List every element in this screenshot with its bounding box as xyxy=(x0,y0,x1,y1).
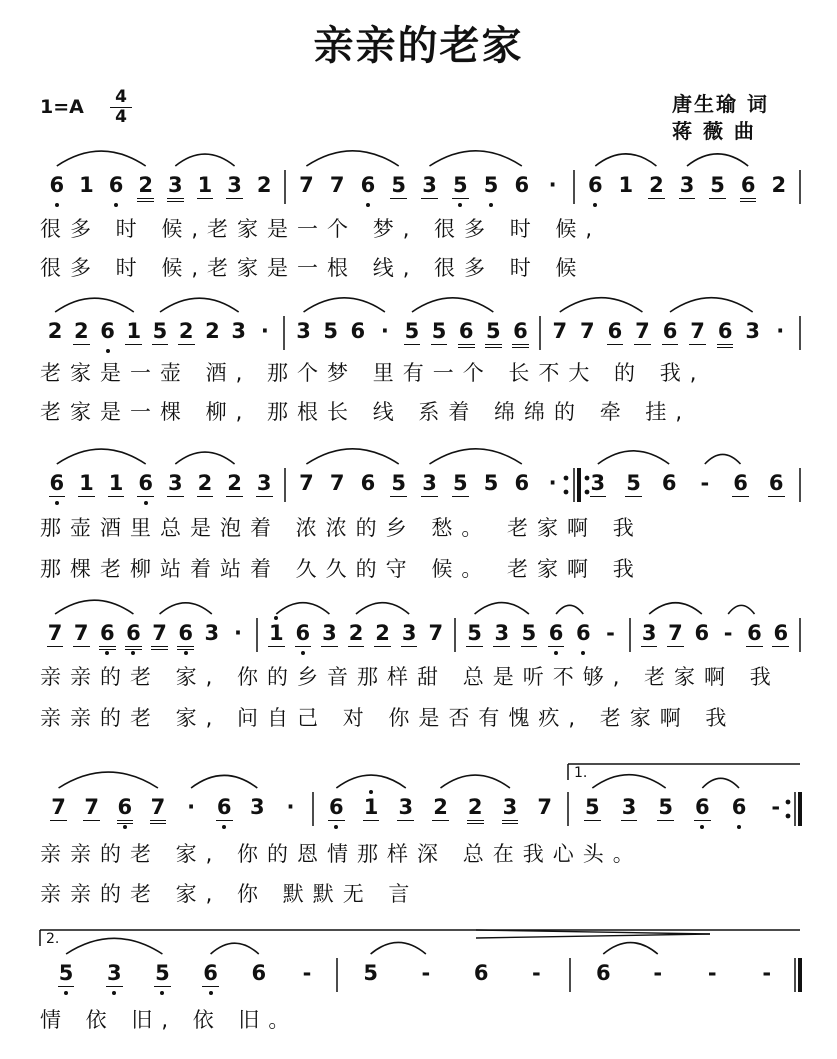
note-digit: 7 xyxy=(329,173,345,197)
slur xyxy=(687,154,748,166)
slur xyxy=(306,449,398,464)
note-digit: 5 xyxy=(152,319,168,343)
note-digit: 6 xyxy=(731,795,747,819)
lyric-line: 亲亲的老 家, 你的乡音那样甜 总是听不够, 老家啊 我 xyxy=(40,665,780,689)
note-digit: 6 xyxy=(360,471,376,495)
repeat-dot xyxy=(585,490,590,495)
slur xyxy=(356,603,409,614)
note-digit: · xyxy=(380,319,389,343)
slur xyxy=(175,154,234,166)
note-digit: 6 xyxy=(514,471,530,495)
slur xyxy=(191,775,257,788)
note-digit: 7 xyxy=(690,319,705,343)
note-digit: 6 xyxy=(99,620,116,650)
note-digit: 6 xyxy=(350,319,366,343)
note-digit: - xyxy=(723,621,733,645)
note-digit: - xyxy=(700,471,710,495)
note-digit: 6 xyxy=(747,621,762,645)
note-digit: 3 xyxy=(502,794,519,824)
lyric-line: 那壶酒里总是泡着 浓浓的乡 愁。 老家啊 我 xyxy=(40,516,643,540)
note-digit: 2 xyxy=(74,319,89,343)
note-digit: 7 xyxy=(73,621,89,645)
note-digit: 2 xyxy=(178,319,194,343)
hairpin xyxy=(476,934,710,938)
composer-credit: 蒋 薇 曲 xyxy=(672,119,756,143)
note-digit: 1 xyxy=(79,173,94,197)
note-digit: 6 xyxy=(216,795,232,819)
note-digit: - xyxy=(771,795,781,819)
note-digit: 6 xyxy=(125,620,142,650)
slur xyxy=(66,938,162,954)
note-digit: 3 xyxy=(621,795,637,819)
note-digit: 3 xyxy=(590,471,606,495)
note-digit: 2 xyxy=(348,621,364,645)
note-digit: 6 xyxy=(662,319,678,343)
slur xyxy=(55,600,133,614)
slur xyxy=(336,775,405,788)
lyric-line: 很多 时 候,老家是一根 线, 很多 时 候 xyxy=(40,256,586,280)
slur xyxy=(595,154,656,166)
slur xyxy=(371,942,426,954)
slur xyxy=(649,603,702,614)
note-digit: 2 xyxy=(467,794,484,824)
slur xyxy=(160,298,239,312)
note-digit: 6 xyxy=(587,173,603,197)
repeat-dot xyxy=(564,490,569,495)
slur xyxy=(603,943,658,954)
note-digit: 2 xyxy=(197,471,213,495)
note-digit: 7 xyxy=(635,319,650,343)
note-digit: 5 xyxy=(467,621,482,645)
note-digit: 5 xyxy=(626,471,641,495)
note-digit: 7 xyxy=(299,471,314,495)
note-digit: 6 xyxy=(607,319,623,343)
note-digit: 6 xyxy=(100,319,115,343)
note-digit: 6 xyxy=(329,795,344,819)
note-digit: 6 xyxy=(473,961,489,985)
note-digit: 5 xyxy=(521,621,537,645)
repeat-dot xyxy=(585,476,590,481)
note-digit: 5 xyxy=(431,319,447,343)
volta-label: 1. xyxy=(574,765,588,781)
note-digit: 1 xyxy=(108,471,124,495)
note-digit: 3 xyxy=(422,173,437,197)
note-digit: 6 xyxy=(575,621,591,645)
note-digit: 3 xyxy=(322,621,337,645)
slur xyxy=(475,603,529,614)
note-digit: 3 xyxy=(641,621,657,645)
note-digit: 6 xyxy=(695,795,710,819)
note-digit: 5 xyxy=(58,961,74,985)
note-digit: 5 xyxy=(363,961,378,985)
note-digit: 5 xyxy=(483,173,499,197)
note-digit: 3 xyxy=(256,471,272,495)
note-digit: 5 xyxy=(391,471,407,495)
slur xyxy=(304,298,385,312)
note-digit: · xyxy=(548,471,557,495)
note-digit: 6 xyxy=(733,471,748,495)
repeat-dot xyxy=(786,814,791,819)
note-digit: 6 xyxy=(251,961,267,985)
note-digit: - xyxy=(532,961,541,985)
slur xyxy=(160,603,212,614)
note-digit: 6 xyxy=(49,173,65,197)
note-digit: 7 xyxy=(428,621,444,645)
note-digit: 6 xyxy=(548,621,564,645)
note-digit: · xyxy=(187,795,196,819)
note-digit: 5 xyxy=(391,173,407,197)
lyric-line: 很多 时 候,老家是一个 梦, 很多 时 候, xyxy=(40,217,602,241)
lyric-line: 那棵老柳站着站着 久久的守 候。 老家啊 我 xyxy=(40,557,643,581)
note-digit: 5 xyxy=(452,471,468,495)
note-digit: 6 xyxy=(117,794,134,824)
note-digit: 2 xyxy=(137,172,154,202)
lyric-line: 老家是一棵 柳, 那根长 线 系着 绵绵的 牵 挂, xyxy=(40,400,692,424)
slur xyxy=(57,151,146,166)
note-digit: 2 xyxy=(205,319,220,343)
note-digit: 6 xyxy=(768,471,784,495)
note-digit: 7 xyxy=(552,319,568,343)
note-digit: 7 xyxy=(150,794,167,824)
note-digit: 5 xyxy=(452,173,468,197)
note-digit: · xyxy=(776,319,785,343)
slur xyxy=(276,603,329,614)
note-digit: - xyxy=(707,961,717,985)
note-digit: 2 xyxy=(433,795,448,819)
note-digit: 7 xyxy=(84,795,99,819)
slur xyxy=(306,151,398,166)
note-digit: 6 xyxy=(177,620,194,650)
note-digit: 6 xyxy=(295,621,311,645)
note-digit: 1 xyxy=(618,173,634,197)
note-digit: 1 xyxy=(126,319,142,343)
lyric-line: 亲亲的老 家, 你的恩情那样深 总在我心头。 xyxy=(40,842,643,866)
note-digit: 6 xyxy=(49,471,65,495)
note-digit: 6 xyxy=(773,621,789,645)
note-digit: 3 xyxy=(398,795,414,819)
note-digit: 1 xyxy=(363,795,379,819)
note-digit: 7 xyxy=(329,471,345,495)
time-sig-bottom: 4 xyxy=(110,107,132,127)
note-digit: 3 xyxy=(494,621,510,645)
slur xyxy=(441,775,510,788)
note-digit: · xyxy=(548,173,557,197)
note-digit: 5 xyxy=(323,319,338,343)
note-digit: - xyxy=(421,961,431,985)
note-digit: 3 xyxy=(745,319,761,343)
key-signature: 1=A xyxy=(40,96,84,118)
repeat-dot xyxy=(786,800,791,805)
slur xyxy=(598,451,669,464)
note-digit: 2 xyxy=(375,621,390,645)
note-digit: 6 xyxy=(661,471,677,495)
note-digit: 6 xyxy=(694,621,710,645)
note-digit: 1 xyxy=(268,621,284,645)
note-digit: 3 xyxy=(422,471,437,495)
note-digit: 6 xyxy=(458,318,475,348)
slur xyxy=(55,298,134,312)
lyric-line: 老家是一壶 酒, 那个梦 里有一个 长不大 的 我, xyxy=(40,361,706,385)
note-digit: · xyxy=(286,795,295,819)
note-digit: 3 xyxy=(250,795,265,819)
lyric-line: 情 依 旧, 依 旧。 xyxy=(40,1008,299,1032)
note-digit: 5 xyxy=(710,173,725,197)
slur xyxy=(430,151,522,166)
slur xyxy=(430,449,522,464)
note-digit: 6 xyxy=(595,961,611,985)
note-digit: 6 xyxy=(717,318,734,348)
note-digit: 7 xyxy=(537,795,552,819)
note-digit: 1 xyxy=(197,173,213,197)
note-digit: 6 xyxy=(360,173,376,197)
slur xyxy=(57,449,146,464)
slur xyxy=(556,605,583,614)
slur xyxy=(560,298,643,312)
note-digit: - xyxy=(606,621,615,645)
note-digit: 3 xyxy=(227,173,242,197)
note-digit: 5 xyxy=(658,795,673,819)
slur xyxy=(412,298,493,312)
lyric-line: 亲亲的老 家, 你 默默无 言 xyxy=(40,882,419,906)
slur xyxy=(670,298,753,312)
note-digit: 6 xyxy=(512,318,529,348)
note-digit: 3 xyxy=(167,172,184,202)
volta-label: 2. xyxy=(46,931,60,947)
slur xyxy=(59,772,158,788)
slur xyxy=(702,778,739,788)
note-digit: 6 xyxy=(203,961,218,985)
note-digit: 6 xyxy=(108,173,124,197)
note-digit: 7 xyxy=(668,621,683,645)
note-digit: 7 xyxy=(580,319,595,343)
note-digit: 7 xyxy=(47,621,63,645)
lyric-line: 亲亲的老 家, 问自己 对 你是否有愧疚, 老家啊 我 xyxy=(40,706,736,730)
note-digit: · xyxy=(260,319,269,343)
slur xyxy=(705,454,741,464)
note-digit: 3 xyxy=(679,173,695,197)
note-digit: - xyxy=(653,961,663,985)
slur xyxy=(728,605,754,614)
slur xyxy=(592,775,665,788)
note-digit: 3 xyxy=(401,621,417,645)
time-sig-top: 4 xyxy=(115,87,127,107)
note-digit: 3 xyxy=(231,319,246,343)
slur xyxy=(175,452,234,464)
note-digit: 3 xyxy=(204,621,220,645)
note-digit: · xyxy=(233,621,242,645)
note-digit: 3 xyxy=(296,319,311,343)
note-digit: 5 xyxy=(155,961,170,985)
note-digit: 7 xyxy=(151,620,168,650)
note-digit: 5 xyxy=(485,318,502,348)
note-digit: 2 xyxy=(227,471,242,495)
note-digit: 2 xyxy=(47,319,63,343)
note-digit: - xyxy=(302,961,312,985)
note-digit: 6 xyxy=(514,173,530,197)
note-digit: - xyxy=(762,961,772,985)
note-digit: 6 xyxy=(138,471,153,495)
repeat-dot xyxy=(564,476,569,481)
note-digit: 3 xyxy=(168,471,183,495)
note-digit: 3 xyxy=(106,961,122,985)
note-digit: 2 xyxy=(771,173,787,197)
lyricist-credit: 唐生瑜 词 xyxy=(672,92,769,116)
slur xyxy=(211,943,259,954)
note-digit: 2 xyxy=(256,173,272,197)
note-digit: 1 xyxy=(79,471,94,495)
note-digit: 5 xyxy=(483,471,499,495)
note-digit: 5 xyxy=(585,795,600,819)
note-digit: 5 xyxy=(404,319,420,343)
note-digit: 7 xyxy=(51,795,66,819)
song-title: 亲亲的老家 xyxy=(313,23,524,69)
note-digit: 2 xyxy=(649,173,664,197)
note-digit: 6 xyxy=(740,172,757,202)
note-digit: 7 xyxy=(299,173,314,197)
